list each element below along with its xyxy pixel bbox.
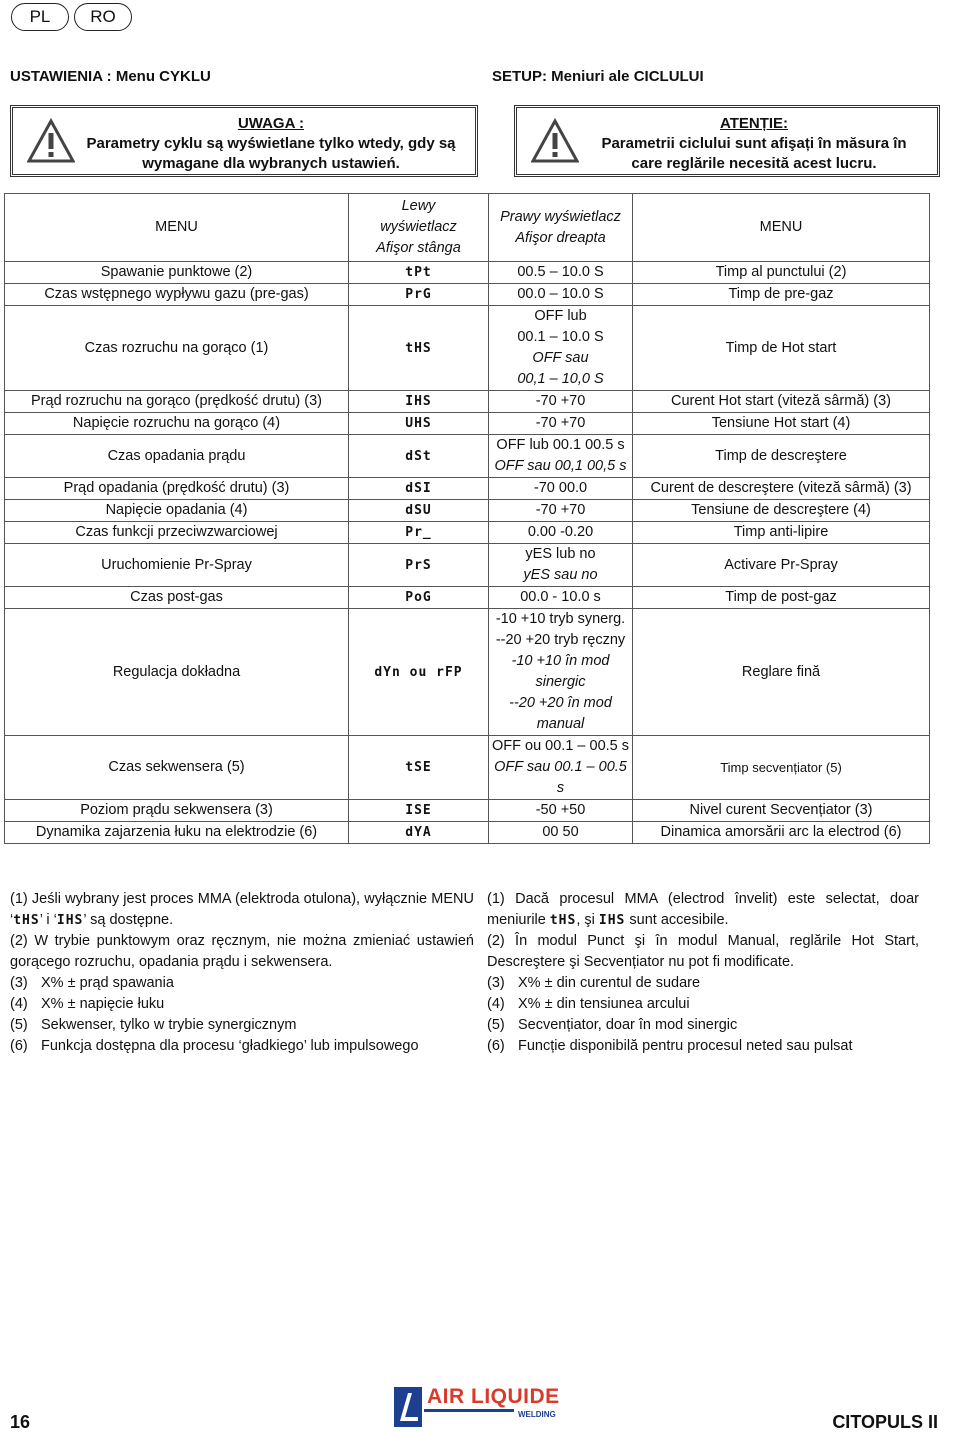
display-code: PoG <box>349 587 489 609</box>
table-row <box>5 609 930 736</box>
notes-ro <box>487 889 919 1057</box>
note-item <box>10 1015 474 1036</box>
row-label-pl: Prąd opadania (prędkość drutu) (3) <box>5 478 349 500</box>
warning-box-pl <box>10 105 478 177</box>
display-code: PrG <box>349 284 489 306</box>
table-row <box>5 478 930 500</box>
value-line: yES sau no <box>523 567 598 583</box>
warning-box-ro <box>514 105 940 177</box>
lang-tab-ro[interactable]: RO <box>74 3 132 31</box>
row-value: -70 00.0 <box>489 478 633 500</box>
row-label-ro: Tensiune de descreştere (4) <box>633 500 930 522</box>
table-row <box>5 522 930 544</box>
row-value: 00.0 - 10.0 s <box>489 587 633 609</box>
air-liquide-logo <box>394 1385 574 1429</box>
air-liquide-logo-icon <box>394 1387 422 1427</box>
row-label-ro: Timp al punctului (2) <box>633 262 930 284</box>
value-line: OFF lub 00.1 00.5 s <box>496 437 625 453</box>
header-right-pl: Prawy wyświetlacz <box>500 208 621 225</box>
row-label-ro: Curent Hot start (viteză sârmă) (3) <box>633 391 930 413</box>
value-line: -10 +10 în mod <box>511 653 610 669</box>
table-row <box>5 413 930 435</box>
header-menu-pl: MENU <box>5 194 349 262</box>
title-ro: SETUP: Meniuri ale CICLULUI <box>492 68 704 85</box>
model-name: CITOPULS II <box>832 1412 938 1432</box>
title-pl: USTAWIENIA : Menu CYKLU <box>10 68 211 85</box>
row-label-pl: Uruchomienie Pr-Spray <box>5 544 349 587</box>
note-item <box>10 973 474 994</box>
row-label-pl: Czas post-gas <box>5 587 349 609</box>
warning-line-pl-1: Parametry cyklu są wyświetlane tylko wtedy, gdy są <box>86 135 456 152</box>
note-code: IHS <box>598 913 626 928</box>
table-header-row <box>5 194 930 262</box>
display-code: dYA <box>349 822 489 844</box>
table-row <box>5 500 930 522</box>
value-line: sinergic <box>535 674 586 690</box>
page-number: 16 <box>10 1412 31 1432</box>
row-value: 0.00 -0.20 <box>489 522 633 544</box>
row-label-ro: Curent de descreştere (viteză sârmă) (3) <box>633 478 930 500</box>
value-line: OFF ou 00.1 – 00.5 s <box>491 738 630 754</box>
display-code: tSE <box>349 736 489 800</box>
note-text: X% ± napięcie łuku <box>41 996 165 1012</box>
header-left-ro: Afişor stânga <box>376 240 461 256</box>
display-code: IHS <box>349 391 489 413</box>
display-code: dYn ou rFP <box>349 609 489 736</box>
note-1 <box>487 889 919 931</box>
row-value <box>489 736 633 800</box>
note-text: Funcție disponibilă pentru procesul neted sau pulsat <box>518 1038 853 1054</box>
note-key: (4) <box>10 996 28 1012</box>
display-code: ISE <box>349 800 489 822</box>
note-key: (3) <box>487 975 505 991</box>
note-text: Secvențiator, doar în mod sinergic <box>518 1017 738 1033</box>
warning-triangle-icon <box>531 118 579 164</box>
table-row <box>5 822 930 844</box>
warning-triangle-icon <box>27 118 75 164</box>
row-label-pl: Napięcie opadania (4) <box>5 500 349 522</box>
display-code: Pr_ <box>349 522 489 544</box>
table-row <box>5 306 930 391</box>
row-label-pl: Regulacja dokładna <box>5 609 349 736</box>
note-text: X% ± din tensiunea arcului <box>518 996 690 1012</box>
row-value: -50 +50 <box>489 800 633 822</box>
note-1-text: sunt accesibile. <box>625 912 729 928</box>
display-code: UHS <box>349 413 489 435</box>
row-value <box>489 306 633 391</box>
table-row <box>5 262 930 284</box>
note-key: (6) <box>10 1038 28 1054</box>
table-row <box>5 435 930 478</box>
note-item <box>487 1015 919 1036</box>
value-line: manual <box>536 716 585 732</box>
value-line: OFF sau 00.1 – 00.5 <box>494 759 627 775</box>
row-label-pl: Czas opadania prądu <box>5 435 349 478</box>
row-label-ro: Reglare fină <box>633 609 930 736</box>
row-value: -70 +70 <box>489 413 633 435</box>
warning-line-ro-2: care reglările necesită acest lucru. <box>631 155 877 172</box>
notes-pl <box>10 889 474 1057</box>
row-label-ro: Timp secvențiator (5) <box>633 736 930 800</box>
row-value: -70 +70 <box>489 391 633 413</box>
logo-bar <box>424 1409 514 1412</box>
row-label-ro: Activare Pr-Spray <box>633 544 930 587</box>
row-label-pl: Poziom prądu sekwensera (3) <box>5 800 349 822</box>
logo-sub: WELDING <box>518 1410 556 1419</box>
value-line: --20 +20 în mod <box>509 695 612 711</box>
row-value: 00.5 – 10.0 S <box>489 262 633 284</box>
note-text: Funkcja dostępna dla procesu ‘gładkiego’ lub impulsowego <box>41 1038 419 1054</box>
note-key: (6) <box>487 1038 505 1054</box>
display-code: tHS <box>349 306 489 391</box>
table-row <box>5 800 930 822</box>
header-menu-ro: MENU <box>633 194 930 262</box>
header-right-ro: Afişor dreapta <box>515 229 606 246</box>
row-label-pl: Czas funkcji przeciwzwarciowej <box>5 522 349 544</box>
row-value <box>489 544 633 587</box>
row-label-pl: Czas sekwensera (5) <box>5 736 349 800</box>
value-line: 00.1 – 10.0 S <box>517 329 604 345</box>
value-line: 00,1 – 10,0 S <box>517 371 604 387</box>
note-1-text: , şi <box>576 912 599 928</box>
row-label-pl: Napięcie rozruchu na gorąco (4) <box>5 413 349 435</box>
row-value: -70 +70 <box>489 500 633 522</box>
note-key: (5) <box>487 1017 505 1033</box>
header-left-display <box>349 194 489 262</box>
row-label-pl: Spawanie punktowe (2) <box>5 262 349 284</box>
table-row <box>5 284 930 306</box>
note-key: (3) <box>10 975 28 991</box>
note-key: (4) <box>487 996 505 1012</box>
value-line: --20 +20 tryb ręczny <box>495 632 626 648</box>
header-right-display <box>489 194 633 262</box>
table-row <box>5 736 930 800</box>
note-code: IHS <box>56 913 84 928</box>
row-label-ro: Timp de post-gaz <box>633 587 930 609</box>
header-left-pl-2: wyświetlacz <box>380 219 457 235</box>
note-item <box>487 994 919 1015</box>
value-line: OFF sau 00,1 00,5 s <box>494 458 627 474</box>
table-row <box>5 544 930 587</box>
row-label-ro: Tensiune Hot start (4) <box>633 413 930 435</box>
value-line: OFF sau <box>532 350 589 366</box>
display-code: dSI <box>349 478 489 500</box>
note-1-text: (1) Dacă procesul MMA (electrod învelit) este selectat, doar meniurile <box>487 891 919 928</box>
note-1-text: ’ są dostępne. <box>83 912 174 928</box>
value-line: OFF lub <box>534 308 587 324</box>
display-code: tPt <box>349 262 489 284</box>
row-value: 00.0 – 10.0 S <box>489 284 633 306</box>
row-label-ro: Timp de pre-gaz <box>633 284 930 306</box>
note-1-text: ’ i ‘ <box>39 912 57 928</box>
note-code: tHS <box>549 913 577 928</box>
table-row <box>5 587 930 609</box>
note-code: tHS <box>13 913 40 928</box>
menu-table <box>4 193 930 844</box>
logo-text: AIR LIQUIDE <box>427 1385 560 1408</box>
warning-line-pl-2: wymagane dla wybranych ustawień. <box>142 155 400 172</box>
note-key: (5) <box>10 1017 28 1033</box>
warning-line-ro-1: Parametrii ciclului sunt afişați în măsura în <box>601 135 907 152</box>
note-text: X% ± din curentul de sudare <box>518 975 701 991</box>
row-value <box>489 609 633 736</box>
row-label-pl: Prąd rozruchu na gorąco (prędkość drutu) (3) <box>5 391 349 413</box>
row-value: 00 50 <box>489 822 633 844</box>
value-line: yES lub no <box>525 546 596 562</box>
note-2: (2) În modul Punct şi în modul Manual, reglările Hot Start, Descreştere şi Secvențiator nu pot fi modificate. <box>487 933 919 970</box>
value-line: s <box>556 780 565 796</box>
note-2: (2) W trybie punktowym oraz ręcznym, nie można zmieniać ustawień gorącego rozruchu, opadania prądu i sekwensera. <box>10 933 474 970</box>
display-code: dSU <box>349 500 489 522</box>
display-code: PrS <box>349 544 489 587</box>
row-label-ro: Timp de Hot start <box>633 306 930 391</box>
note-item <box>487 1036 919 1057</box>
note-item <box>487 973 919 994</box>
row-label-ro: Nivel curent Secvențiator (3) <box>633 800 930 822</box>
note-item <box>10 1036 474 1057</box>
value-line: -10 +10 tryb synerg. <box>495 611 626 627</box>
note-text: X% ± prąd spawania <box>41 975 174 991</box>
lang-tab-pl[interactable]: PL <box>11 3 69 31</box>
note-item <box>10 994 474 1015</box>
note-1 <box>10 889 474 931</box>
warning-head-pl: UWAGA : <box>237 115 305 132</box>
row-value <box>489 435 633 478</box>
row-label-ro: Dinamica amorsării arc la electrod (6) <box>633 822 930 844</box>
row-label-pl: Dynamika zajarzenia łuku na elektrodzie (6) <box>5 822 349 844</box>
warning-head-ro: ATENȚIE: <box>719 115 789 132</box>
header-left-pl-1: Lewy <box>401 198 436 214</box>
table-row <box>5 391 930 413</box>
note-text: Sekwenser, tylko w trybie synergicznym <box>41 1017 297 1033</box>
display-code: dSt <box>349 435 489 478</box>
note-1-text: (1) Jeśli wybrany jest proces MMA (elektroda otulona), wyłącznie MENU ‘ <box>10 891 474 928</box>
row-label-ro: Timp anti-lipire <box>633 522 930 544</box>
row-label-ro: Timp de descreştere <box>633 435 930 478</box>
row-label-pl: Czas wstępnego wypływu gazu (pre-gas) <box>5 284 349 306</box>
row-label-pl: Czas rozruchu na gorąco (1) <box>5 306 349 391</box>
